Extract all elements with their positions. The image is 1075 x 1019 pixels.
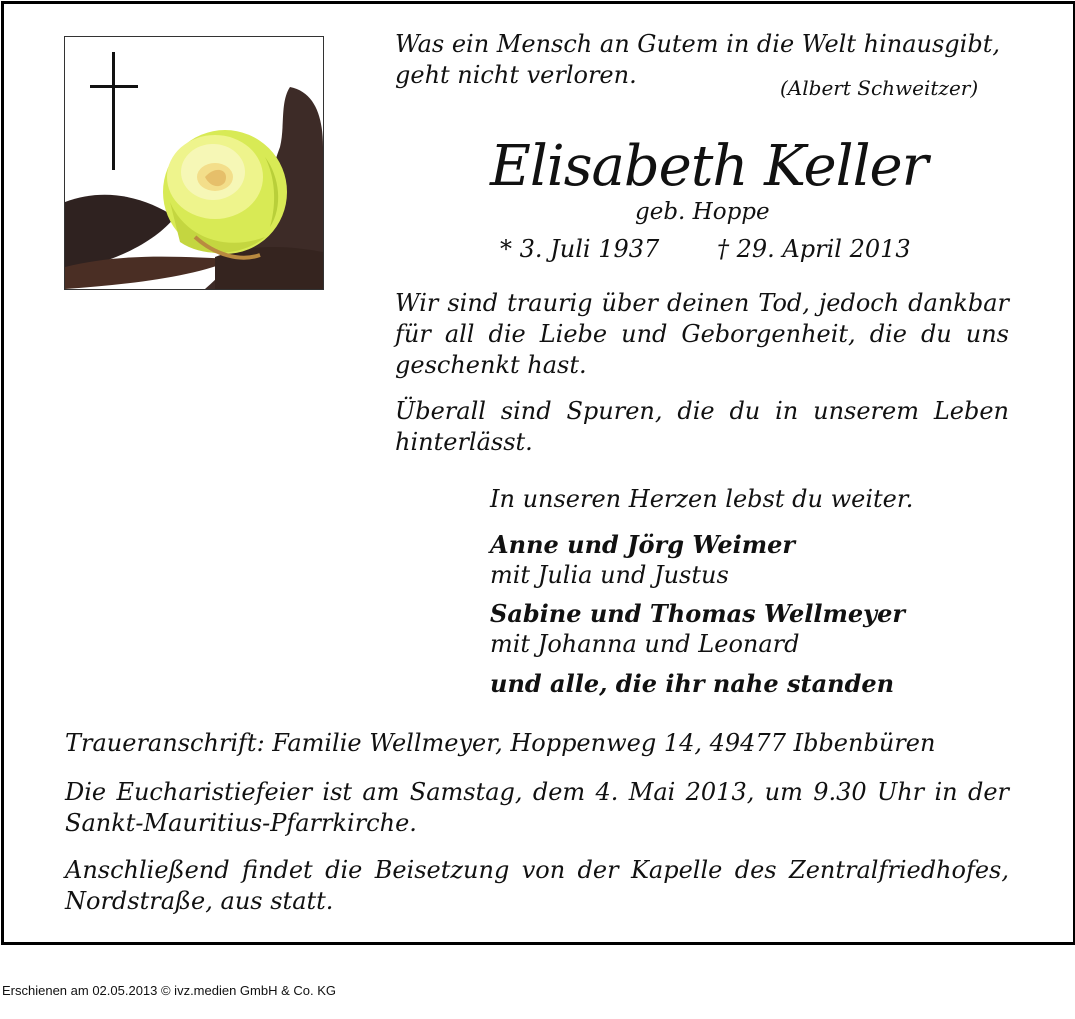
memorial-photo: [64, 36, 324, 290]
family-1-names: Anne und Jörg Weimer: [490, 530, 796, 559]
family-2-names: Sabine und Thomas Wellmeyer: [490, 599, 906, 628]
maiden-name: geb. Hoppe: [635, 199, 770, 225]
message-paragraph-2: Überall sind Spuren, die du in unserem Leben hinterlässt.: [395, 397, 1009, 456]
quote-line-2: geht nicht verloren.: [395, 61, 637, 89]
message-paragraph-1: Wir sind traurig über deinen Tod, jedoch dankbar für all die Liebe und Geborgenheit, die du uns geschenkt hast.: [395, 289, 1009, 379]
mourning-address: Traueranschrift: Familie Wellmeyer, Hoppenweg 14, 49477 Ibbenbüren: [65, 729, 936, 757]
birth-date: * 3. Juli 1937: [500, 235, 660, 263]
family-2-children: mit Johanna und Leonard: [490, 630, 800, 658]
rose-image: [65, 37, 323, 289]
other-mourners: und alle, die ihr nahe standen: [490, 669, 895, 698]
service-info: Die Eucharistiefeier ist am Samstag, dem 4. Mai 2013, um 9.30 Uhr in der Sankt-Mauritius-Pfarrkirche.: [65, 778, 1009, 837]
quote-author: (Albert Schweitzer): [780, 76, 979, 100]
burial-info: Anschließend findet die Beisetzung von der Kapelle des Zentralfriedhofes, Nordstraße, aus statt.: [65, 856, 1009, 915]
publication-footer: Erschienen am 02.05.2013 © ivz.medien GmbH & Co. KG: [2, 983, 337, 998]
family-1-children: mit Julia und Justus: [490, 561, 729, 589]
death-date: † 29. April 2013: [717, 235, 911, 263]
mourners-intro: In unseren Herzen lebst du weiter.: [490, 485, 914, 513]
quote-line-1: Was ein Mensch an Gutem in die Welt hinausgibt,: [395, 30, 1000, 58]
deceased-name: Elisabeth Keller: [490, 134, 928, 199]
